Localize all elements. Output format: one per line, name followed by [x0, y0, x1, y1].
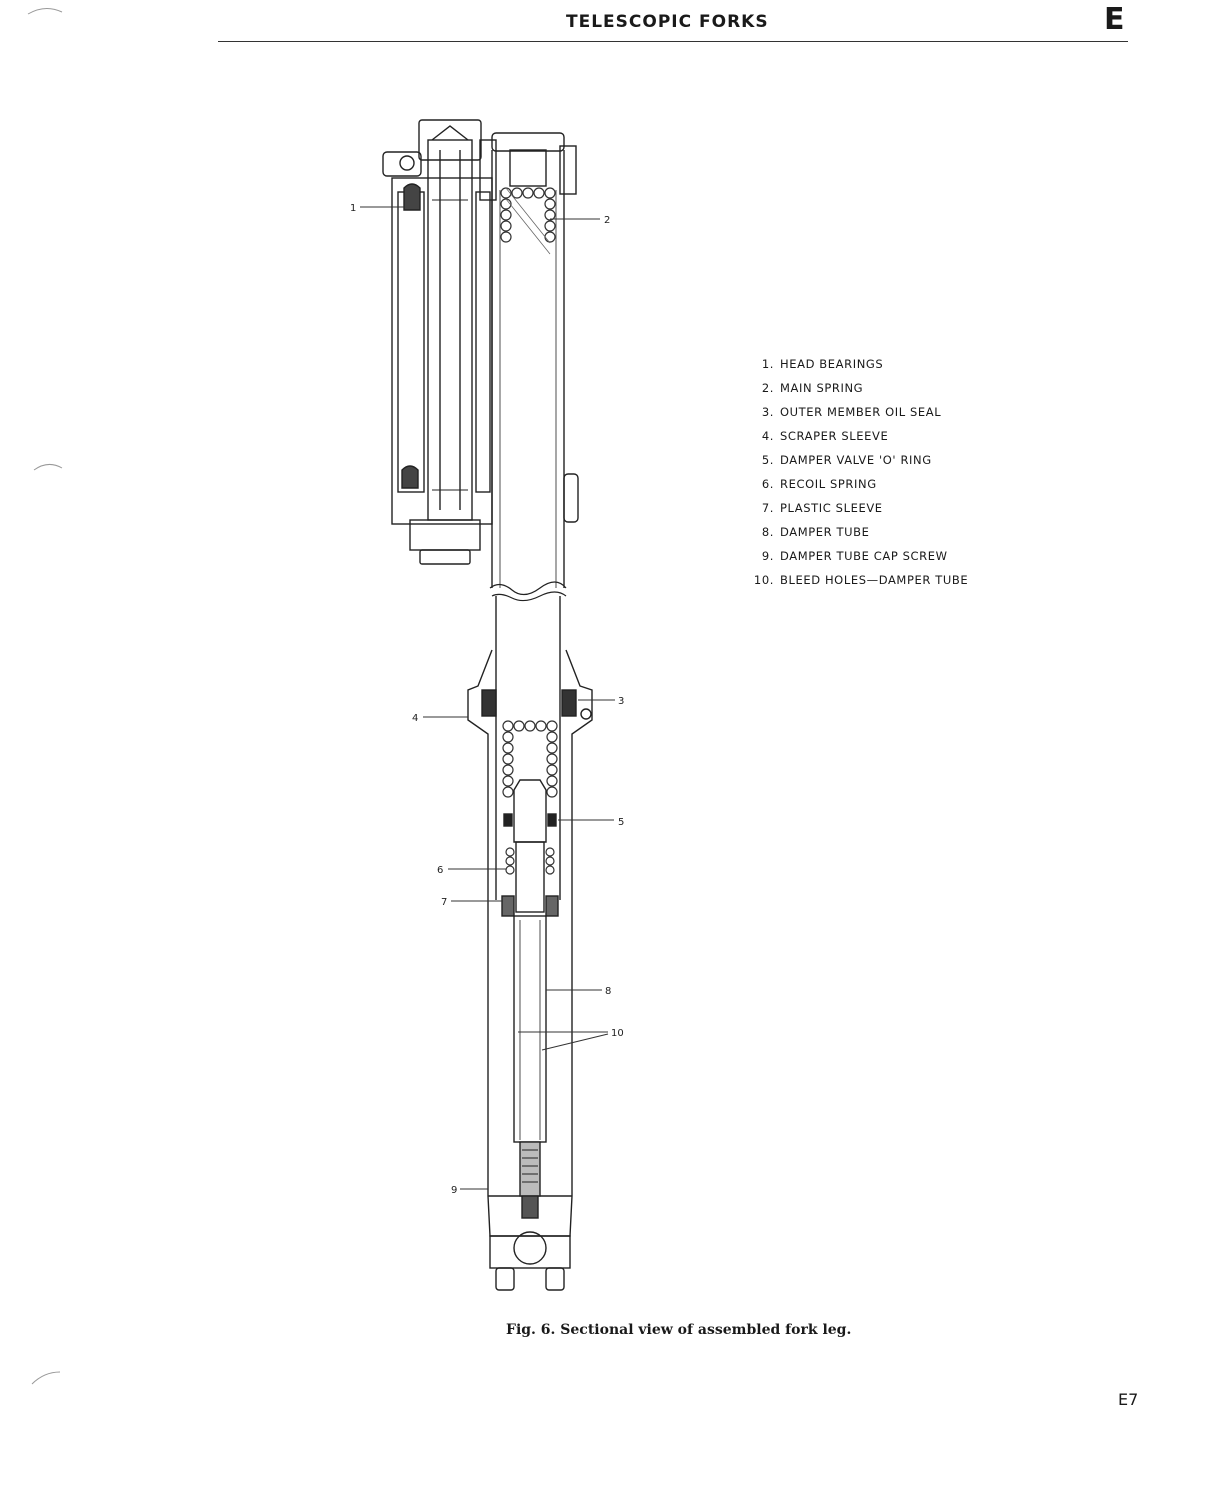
- legend-label: PLASTIC SLEEVE: [780, 501, 883, 515]
- legend-item: [752, 452, 968, 476]
- callout-3: 3: [618, 696, 625, 707]
- legend-num: 7.: [761, 501, 774, 515]
- callout-4: 4: [412, 713, 419, 724]
- legend-num: 4.: [761, 429, 774, 443]
- parts-legend: [752, 356, 968, 596]
- legend-item: [752, 404, 968, 428]
- legend-label: SCRAPER SLEEVE: [780, 429, 889, 443]
- legend-label: DAMPER VALVE 'O' RING: [780, 453, 932, 467]
- recoil-spring: [506, 848, 554, 874]
- callout-6: 6: [437, 865, 444, 876]
- callout-7: 7: [441, 897, 448, 908]
- figure-caption: Fig. 6. Sectional view of assembled fork leg.: [506, 1322, 852, 1338]
- legend-item: [752, 524, 968, 548]
- main-spring-lower: [503, 721, 557, 797]
- page-number: E7: [1118, 1390, 1139, 1409]
- legend-item: [752, 428, 968, 452]
- legend-item: [752, 476, 968, 500]
- legend-label: BLEED HOLES—DAMPER TUBE: [780, 573, 969, 587]
- legend-item: [752, 356, 968, 380]
- legend-num: 3.: [761, 405, 774, 419]
- legend-num: 10.: [753, 573, 774, 587]
- legend-label: MAIN SPRING: [780, 381, 864, 395]
- callout-9: 9: [451, 1185, 458, 1196]
- callout-8: 8: [605, 986, 612, 997]
- legend-num: 8.: [761, 525, 774, 539]
- callout-10: 10: [611, 1028, 624, 1039]
- legend-label: DAMPER TUBE CAP SCREW: [780, 549, 948, 563]
- damper-assembly: [502, 780, 558, 1218]
- stanchion-upper: [480, 133, 578, 595]
- head-assembly: [383, 120, 492, 564]
- legend-label: HEAD BEARINGS: [780, 357, 884, 371]
- legend-num: 6.: [761, 477, 774, 491]
- legend-item: [752, 572, 968, 596]
- section-letter: E: [1104, 2, 1125, 37]
- legend-num: 1.: [761, 357, 774, 371]
- legend-label: OUTER MEMBER OIL SEAL: [780, 405, 942, 419]
- callout-5: 5: [618, 817, 625, 828]
- legend-item: [752, 548, 968, 572]
- legend-label: DAMPER TUBE: [780, 525, 870, 539]
- legend-label: RECOIL SPRING: [780, 477, 877, 491]
- callout-1: 1: [350, 203, 357, 214]
- legend-item: [752, 500, 968, 524]
- legend-num: 9.: [761, 549, 774, 563]
- main-spring-upper: [501, 188, 555, 254]
- legend-num: 2.: [761, 381, 774, 395]
- page-header-title: TELESCOPIC FORKS: [566, 12, 769, 32]
- legend-num: 5.: [761, 453, 774, 467]
- legend-item: [752, 380, 968, 404]
- callout-2: 2: [604, 215, 611, 226]
